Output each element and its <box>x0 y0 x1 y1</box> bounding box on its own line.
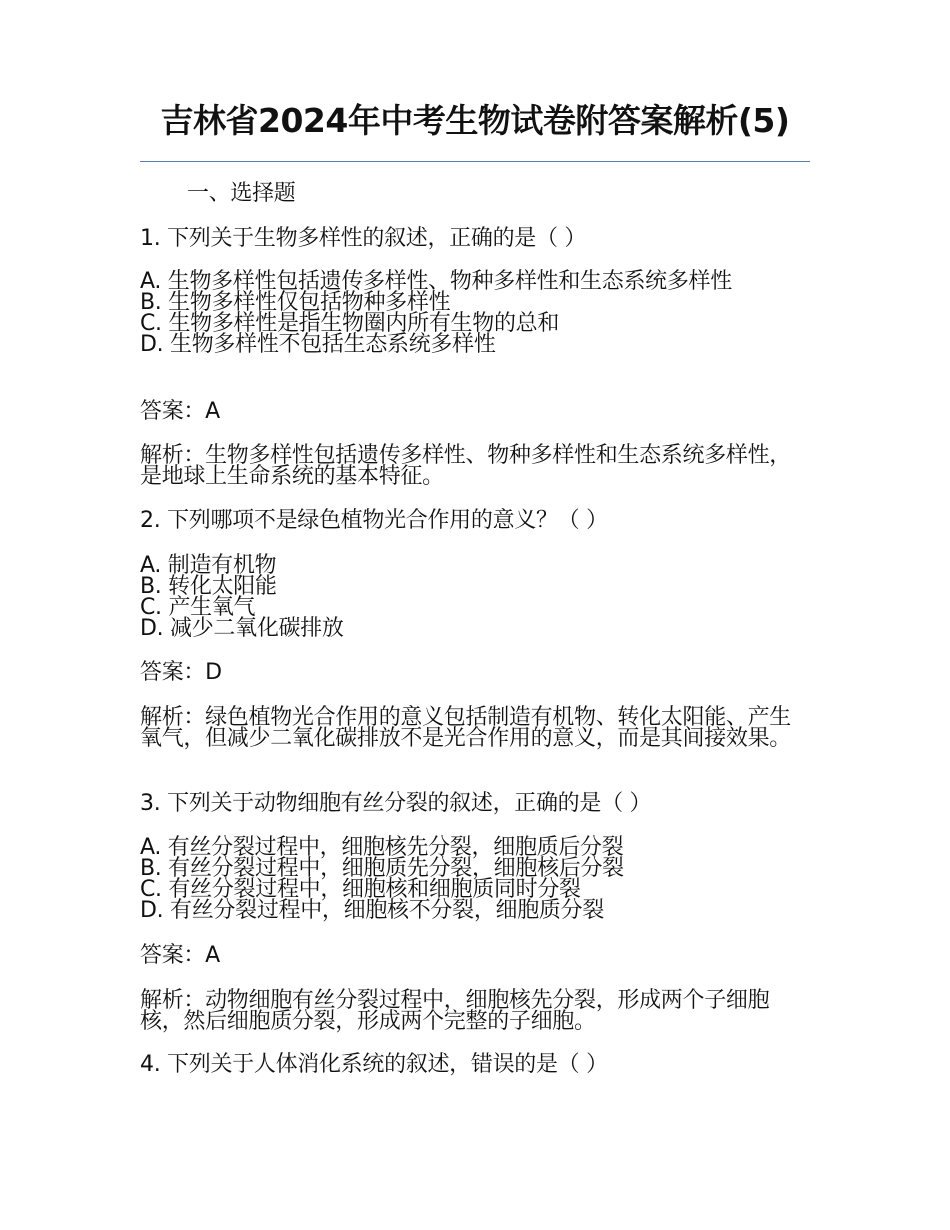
question-2-options <box>140 555 812 639</box>
question-1: 1. 下列关于生物多样性的叙述，正确的是（ ） <box>140 226 587 251</box>
option-a: A. 有丝分裂过程中，细胞核先分裂，细胞质后分裂 <box>140 835 624 860</box>
question-3-options <box>140 837 812 921</box>
option-c: C. 有丝分裂过程中，细胞核和细胞质同时分裂 <box>140 877 581 902</box>
answer-2: 答案：D <box>140 660 222 685</box>
question-1-options <box>140 271 812 355</box>
question-3: 3. 下列关于动物细胞有丝分裂的叙述，正确的是（ ） <box>140 791 652 816</box>
question-2: 2. 下列哪项不是绿色植物光合作用的意义？（ ） <box>140 508 608 533</box>
option-d: D. 有丝分裂过程中，细胞核不分裂，细胞质分裂 <box>140 898 605 923</box>
option-d: D. 减少二氧化碳排放 <box>140 616 344 641</box>
option-a: A. 生物多样性包括遗传多样性、物种多样性和生态系统多样性 <box>140 269 732 294</box>
answer-3: 答案：A <box>140 943 220 968</box>
option-c: C. 生物多样性是指生物圈内所有生物的总和 <box>140 311 560 336</box>
explanation-3: 解析：动物细胞有丝分裂过程中，细胞核先分裂，形成两个子细胞核，然后细胞质分裂，形成两个完整的子细胞。 <box>140 988 770 1034</box>
title-rule <box>140 161 810 162</box>
section-heading: 一、选择题 <box>187 181 296 206</box>
answer-1: 答案：A <box>140 399 220 424</box>
explanation-2: 解析：绿色植物光合作用的意义包括制造有机物、转化太阳能、产生氧气，但减少二氧化碳排放不是光合作用的意义，而是其间接效果。 <box>140 705 792 751</box>
question-4: 4. 下列关于人体消化系统的叙述，错误的是（ ） <box>140 1052 608 1077</box>
explanation-1: 解析：生物多样性包括遗传多样性、物种多样性和生态系统多样性，是地球上生命系统的基本特征。 <box>140 443 792 489</box>
option-c: C. 产生氧气 <box>140 595 256 620</box>
option-a: A. 制造有机物 <box>140 553 277 578</box>
option-d: D. 生物多样性不包括生态系统多样性 <box>140 332 496 357</box>
option-b: B. 生物多样性仅包括物种多样性 <box>140 290 451 315</box>
option-b: B. 有丝分裂过程中，细胞质先分裂，细胞核后分裂 <box>140 856 624 881</box>
page-title: 吉林省2024年中考生物试卷附答案解析(5) <box>160 101 790 140</box>
option-b: B. 转化太阳能 <box>140 574 277 599</box>
